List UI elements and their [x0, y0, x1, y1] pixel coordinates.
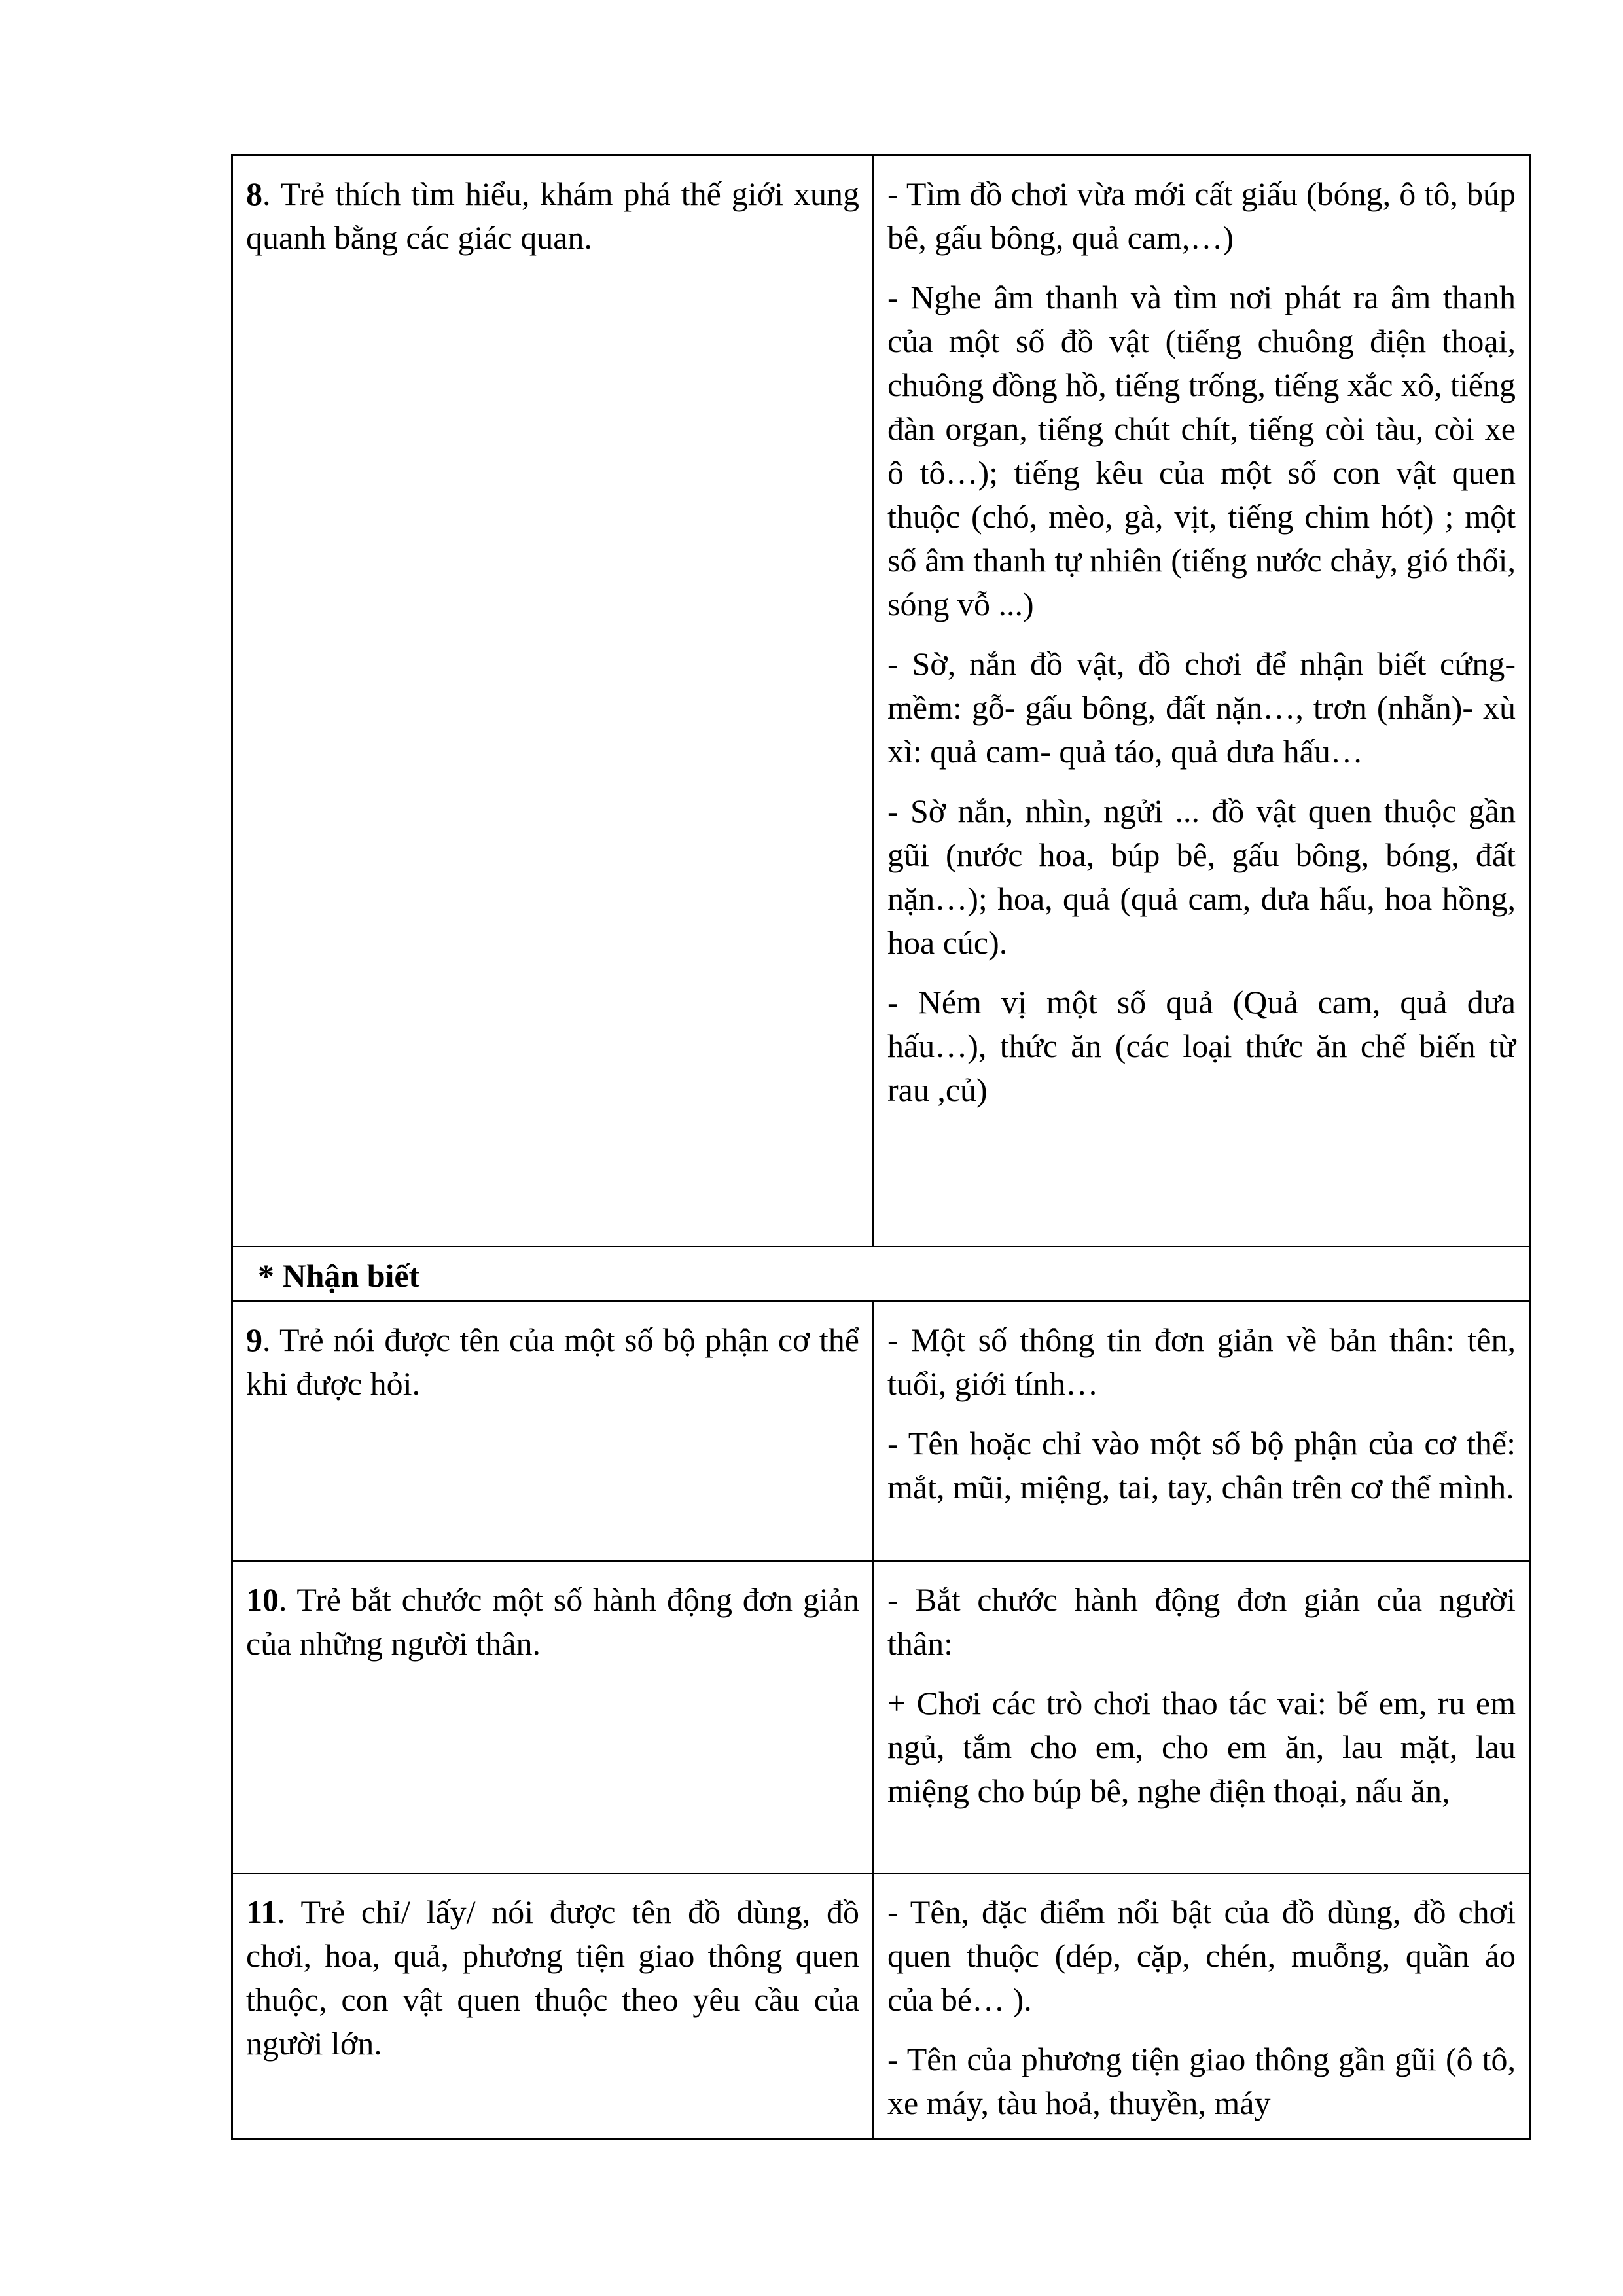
table-row — [232, 1874, 1530, 2140]
table-row — [232, 156, 1530, 1247]
content-item: - Sờ nắn, nhìn, ngửi ... đồ vật quen thuộc gần gũi (nước hoa, búp bê, gấu bông, bóng, đất nặn…); hoa, quả (quả cam, dưa hấu, hoa hồng, hoa cúc). — [887, 793, 1516, 961]
content-item: - Sờ, nắn đồ vật, đồ chơi để nhận biết cứng- mềm: gỗ- gấu bông, đất nặn…, trơn (nhẵn)- xù xì: quả cam- quả táo, quả dưa hấu… — [887, 645, 1516, 770]
content-item: - Tìm đồ chơi vừa mới cất giấu (bóng, ô tô, búp bê, gấu bông, quả cam,…) — [887, 175, 1516, 256]
section-heading: * Nhận biết — [232, 1247, 1530, 1302]
criterion-number: 8 — [246, 175, 262, 212]
criterion-number: 11 — [246, 1893, 277, 1930]
content-item: - Tên của phương tiện giao thông gần gũi (ô tô, xe máy, tàu hoả, thuyền, máy — [887, 2041, 1516, 2121]
section-row — [232, 1247, 1530, 1302]
criterion-number: 10 — [246, 1581, 279, 1618]
content-item: - Tên hoặc chỉ vào một số bộ phận của cơ thể: mắt, mũi, miệng, tai, tay, chân trên cơ thể mình. — [887, 1425, 1516, 1505]
content-item: - Nghe âm thanh và tìm nơi phát ra âm thanh của một số đồ vật (tiếng chuông điện thoại, chuông đồng hồ, tiếng trống, tiếng xắc xô, tiếng đàn organ, tiếng chút chít, tiếng còi tàu, còi xe ô tô…); tiếng kêu của một số con vật quen thuộc (chó, mèo, gà, vịt, tiếng chim hót) ; một số âm thanh tự nhiên (tiếng nước chảy, gió thổi, sóng vỗ ...) — [887, 279, 1516, 622]
content-cell — [874, 1874, 1530, 2140]
content-item: + Chơi các trò chơi thao tác vai: bế em, ru em ngủ, tắm cho em, cho em ăn, lau mặt, lau miệng cho búp bê, nghe điện thoại, nấu ăn, — [887, 1685, 1516, 1809]
criterion-cell — [232, 1562, 874, 1874]
criterion-cell — [232, 156, 874, 1247]
criterion-cell — [232, 1302, 874, 1562]
content-item: - Bắt chước hành động đơn giản của người thân: — [887, 1581, 1516, 1662]
content-cell — [874, 1302, 1530, 1562]
criterion-number: 9 — [246, 1321, 262, 1358]
content-cell — [874, 1562, 1530, 1874]
content-cell — [874, 156, 1530, 1247]
content-item: - Một số thông tin đơn giản về bản thân: tên, tuổi, giới tính… — [887, 1321, 1516, 1402]
content-item: - Tên, đặc điểm nổi bật của đồ dùng, đồ chơi quen thuộc (dép, cặp, chén, muỗng, quần áo của bé… ). — [887, 1893, 1516, 2018]
criterion-cell — [232, 1874, 874, 2140]
criterion-text: . Trẻ thích tìm hiểu, khám phá thế giới xung quanh bằng các giác quan. — [246, 175, 859, 256]
table-row — [232, 1302, 1530, 1562]
curriculum-table — [231, 154, 1531, 2140]
criterion-text: . Trẻ bắt chước một số hành động đơn giản của những người thân. — [246, 1581, 859, 1662]
criterion-text: . Trẻ chỉ/ lấy/ nói được tên đồ dùng, đồ chơi, hoa, quả, phương tiện giao thông quen thuộc, con vật quen thuộc theo yêu cầu của người lớn. — [246, 1893, 859, 2062]
table-row — [232, 1562, 1530, 1874]
criterion-text: . Trẻ nói được tên của một số bộ phận cơ thể khi được hỏi. — [246, 1321, 859, 1402]
content-item: - Ném vị một số quả (Quả cam, quả dưa hấu…), thức ăn (các loại thức ăn chế biến từ rau ,củ) — [887, 984, 1516, 1108]
